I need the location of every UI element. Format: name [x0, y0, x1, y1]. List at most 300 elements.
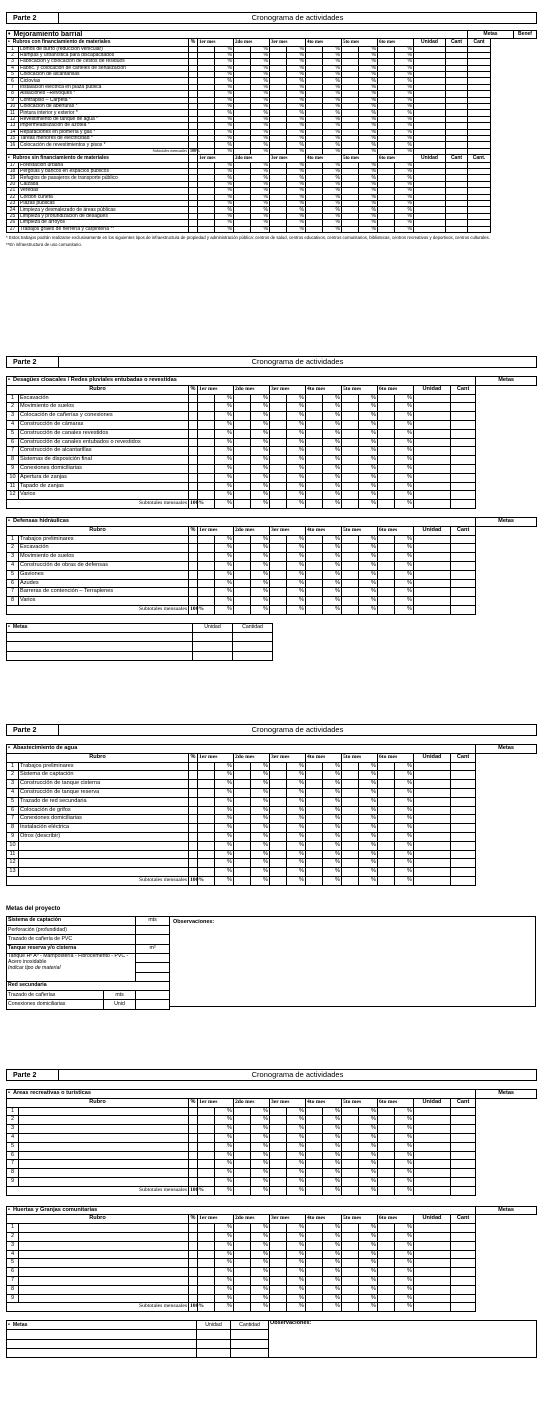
pct-cell[interactable]: [189, 429, 198, 438]
meta-cell[interactable]: [414, 797, 451, 806]
month-cell[interactable]: [234, 1177, 251, 1186]
month-cell[interactable]: [306, 570, 323, 579]
month-cell[interactable]: [270, 762, 287, 771]
month-cell[interactable]: [378, 1276, 395, 1285]
month-cell[interactable]: [198, 868, 215, 877]
meta-cell[interactable]: [414, 815, 451, 824]
meta-cell[interactable]: [451, 473, 476, 482]
month-cell[interactable]: [234, 1142, 251, 1151]
month-cell[interactable]: [306, 1303, 323, 1312]
month-cell[interactable]: [234, 771, 251, 780]
pct-cell[interactable]: [189, 420, 198, 429]
meta-cell[interactable]: [451, 1160, 476, 1169]
month-cell[interactable]: [198, 1142, 215, 1151]
meta-cell[interactable]: [414, 1294, 451, 1303]
month-cell[interactable]: [378, 561, 395, 570]
month-cell[interactable]: [342, 447, 359, 456]
month-cell[interactable]: [234, 1268, 251, 1277]
month-cell[interactable]: [306, 491, 323, 500]
pct-cell[interactable]: [189, 868, 198, 877]
month-cell[interactable]: [306, 1241, 323, 1250]
month-cell[interactable]: [342, 1224, 359, 1233]
month-cell[interactable]: [342, 1285, 359, 1294]
month-cell[interactable]: [234, 859, 251, 868]
meta-cell[interactable]: [451, 824, 476, 833]
month-cell[interactable]: [306, 1151, 323, 1160]
month-cell[interactable]: [378, 1241, 395, 1250]
month-cell[interactable]: [234, 1169, 251, 1178]
pct-cell[interactable]: [189, 824, 198, 833]
month-cell[interactable]: [306, 561, 323, 570]
month-cell[interactable]: [342, 1250, 359, 1259]
month-cell[interactable]: [198, 815, 215, 824]
pct-cell[interactable]: [189, 1151, 198, 1160]
month-cell[interactable]: [342, 491, 359, 500]
meta-cell[interactable]: [414, 832, 451, 841]
month-cell[interactable]: [270, 579, 287, 588]
meta-cell[interactable]: [451, 412, 476, 421]
month-cell[interactable]: [306, 1125, 323, 1134]
meta-cell[interactable]: [451, 482, 476, 491]
meta-cell[interactable]: [451, 1151, 476, 1160]
month-cell[interactable]: [342, 1169, 359, 1178]
metas-cell[interactable]: [7, 1330, 197, 1339]
month-cell[interactable]: [234, 394, 251, 403]
month-cell[interactable]: [270, 850, 287, 859]
meta-cell[interactable]: [451, 438, 476, 447]
month-cell[interactable]: [270, 1294, 287, 1303]
month-cell[interactable]: [306, 429, 323, 438]
month-cell[interactable]: [270, 1232, 287, 1241]
month-cell[interactable]: [378, 605, 395, 614]
month-cell[interactable]: [234, 535, 251, 544]
meta-cell[interactable]: [451, 1250, 476, 1259]
meta-cell[interactable]: [451, 771, 476, 780]
month-cell[interactable]: [378, 1259, 395, 1268]
observaciones-box[interactable]: [269, 1321, 537, 1358]
month-cell[interactable]: [378, 1116, 395, 1125]
metas-cell[interactable]: [7, 642, 193, 651]
month-cell[interactable]: [342, 1133, 359, 1142]
month-cell[interactable]: [234, 473, 251, 482]
month-cell[interactable]: [234, 788, 251, 797]
pct-cell[interactable]: [189, 597, 198, 606]
pct-cell[interactable]: [189, 1241, 198, 1250]
month-cell[interactable]: [198, 1285, 215, 1294]
month-cell[interactable]: [270, 597, 287, 606]
month-cell[interactable]: [198, 797, 215, 806]
month-cell[interactable]: [270, 535, 287, 544]
meta-cell[interactable]: [414, 1232, 451, 1241]
month-cell[interactable]: [306, 1160, 323, 1169]
month-cell[interactable]: [306, 605, 323, 614]
month-cell[interactable]: [306, 579, 323, 588]
month-cell[interactable]: [234, 797, 251, 806]
month-cell[interactable]: [234, 1259, 251, 1268]
month-cell[interactable]: [270, 1259, 287, 1268]
meta-cell[interactable]: [451, 1177, 476, 1186]
meta-cell[interactable]: [414, 429, 451, 438]
pct-cell[interactable]: [189, 403, 198, 412]
month-cell[interactable]: [378, 403, 395, 412]
month-cell[interactable]: [342, 561, 359, 570]
month-cell[interactable]: [234, 464, 251, 473]
month-cell[interactable]: [306, 500, 323, 509]
month-cell[interactable]: [270, 464, 287, 473]
meta-cell[interactable]: [414, 588, 451, 597]
month-cell[interactable]: [234, 579, 251, 588]
month-cell[interactable]: [378, 535, 395, 544]
month-cell[interactable]: [306, 412, 323, 421]
month-cell[interactable]: [342, 1294, 359, 1303]
month-cell[interactable]: [378, 544, 395, 553]
month-cell[interactable]: [234, 806, 251, 815]
meta-cell[interactable]: [414, 226, 446, 232]
month-cell[interactable]: [306, 1294, 323, 1303]
month-cell[interactable]: [378, 456, 395, 465]
pct-cell[interactable]: [189, 1142, 198, 1151]
pct-cell[interactable]: [189, 570, 198, 579]
month-cell[interactable]: [198, 771, 215, 780]
meta-cell[interactable]: [451, 420, 476, 429]
observaciones-box[interactable]: [170, 916, 536, 1007]
month-cell[interactable]: [234, 438, 251, 447]
month-cell[interactable]: [306, 832, 323, 841]
month-cell[interactable]: [198, 1241, 215, 1250]
month-cell[interactable]: [198, 473, 215, 482]
metas-cell[interactable]: [7, 1339, 197, 1348]
month-cell[interactable]: [198, 420, 215, 429]
month-cell[interactable]: [378, 464, 395, 473]
pct-cell[interactable]: [189, 841, 198, 850]
month-cell[interactable]: [306, 762, 323, 771]
month-cell[interactable]: [234, 561, 251, 570]
meta-cell[interactable]: [451, 1224, 476, 1233]
meta-cell[interactable]: [451, 1241, 476, 1250]
pct-cell[interactable]: [189, 859, 198, 868]
month-cell[interactable]: [342, 859, 359, 868]
month-cell[interactable]: [198, 850, 215, 859]
metas-cell[interactable]: [7, 651, 193, 660]
month-cell[interactable]: [234, 1116, 251, 1125]
month-cell[interactable]: [378, 553, 395, 562]
month-cell[interactable]: [270, 824, 287, 833]
meta-cell[interactable]: [451, 1294, 476, 1303]
month-cell[interactable]: [378, 473, 395, 482]
month-cell[interactable]: [234, 500, 251, 509]
meta-cell[interactable]: [414, 1107, 451, 1116]
month-cell[interactable]: [198, 226, 215, 232]
month-cell[interactable]: [270, 1116, 287, 1125]
pct-cell[interactable]: [189, 1250, 198, 1259]
month-cell[interactable]: [342, 429, 359, 438]
month-cell[interactable]: [306, 535, 323, 544]
month-cell[interactable]: [378, 824, 395, 833]
month-cell[interactable]: [378, 438, 395, 447]
pct-cell[interactable]: [189, 1116, 198, 1125]
month-cell[interactable]: [342, 570, 359, 579]
meta-cell[interactable]: [414, 403, 451, 412]
meta-cell[interactable]: [451, 535, 476, 544]
month-cell[interactable]: [234, 1160, 251, 1169]
month-cell[interactable]: [342, 412, 359, 421]
meta-cell[interactable]: [414, 420, 451, 429]
month-cell[interactable]: [198, 841, 215, 850]
meta-cell[interactable]: [414, 1259, 451, 1268]
month-cell[interactable]: [270, 570, 287, 579]
pct-cell[interactable]: [189, 394, 198, 403]
meta-cell[interactable]: [451, 1116, 476, 1125]
month-cell[interactable]: [234, 1276, 251, 1285]
pct-cell[interactable]: [189, 1169, 198, 1178]
month-cell[interactable]: [270, 815, 287, 824]
month-cell[interactable]: [198, 588, 215, 597]
month-cell[interactable]: [306, 850, 323, 859]
month-cell[interactable]: [234, 1151, 251, 1160]
meta-cell[interactable]: [468, 226, 491, 232]
meta-cell[interactable]: [451, 544, 476, 553]
month-cell[interactable]: [306, 1133, 323, 1142]
month-cell[interactable]: [378, 1151, 395, 1160]
month-cell[interactable]: [306, 780, 323, 789]
month-cell[interactable]: [198, 824, 215, 833]
meta-cell[interactable]: [414, 1250, 451, 1259]
meta-cell[interactable]: [414, 570, 451, 579]
month-cell[interactable]: [342, 806, 359, 815]
month-cell[interactable]: [306, 1268, 323, 1277]
meta-cell[interactable]: [414, 850, 451, 859]
month-cell[interactable]: [198, 579, 215, 588]
month-cell[interactable]: [342, 394, 359, 403]
month-cell[interactable]: [198, 1224, 215, 1233]
month-cell[interactable]: [306, 1186, 323, 1195]
meta-cell[interactable]: [451, 797, 476, 806]
meta-cell[interactable]: [414, 1177, 451, 1186]
month-cell[interactable]: [198, 429, 215, 438]
month-cell[interactable]: [342, 456, 359, 465]
meta-cell[interactable]: [451, 464, 476, 473]
meta-cell[interactable]: [451, 1268, 476, 1277]
month-cell[interactable]: [342, 850, 359, 859]
month-cell[interactable]: [378, 1177, 395, 1186]
month-cell[interactable]: [378, 597, 395, 606]
meta-cell[interactable]: [414, 544, 451, 553]
month-cell[interactable]: [270, 806, 287, 815]
month-cell[interactable]: [306, 788, 323, 797]
pct-cell[interactable]: [189, 780, 198, 789]
meta-cell[interactable]: [451, 1133, 476, 1142]
month-cell[interactable]: [342, 1107, 359, 1116]
month-cell[interactable]: [234, 570, 251, 579]
month-cell[interactable]: [234, 1285, 251, 1294]
meta-cell[interactable]: [451, 429, 476, 438]
month-cell[interactable]: [198, 1107, 215, 1116]
month-cell[interactable]: [306, 1285, 323, 1294]
month-cell[interactable]: [342, 544, 359, 553]
pct-cell[interactable]: [189, 1285, 198, 1294]
pct-cell[interactable]: [189, 797, 198, 806]
meta-cell[interactable]: [414, 482, 451, 491]
month-cell[interactable]: [378, 1268, 395, 1277]
month-cell[interactable]: [270, 1224, 287, 1233]
pct-cell[interactable]: [189, 491, 198, 500]
month-cell[interactable]: [378, 394, 395, 403]
month-cell[interactable]: [198, 464, 215, 473]
month-cell[interactable]: [270, 456, 287, 465]
pct-cell[interactable]: [189, 806, 198, 815]
meta-cell[interactable]: [414, 597, 451, 606]
month-cell[interactable]: [378, 1250, 395, 1259]
meta-cell[interactable]: [414, 438, 451, 447]
month-cell[interactable]: [306, 588, 323, 597]
metas-cell[interactable]: [7, 1349, 197, 1358]
month-cell[interactable]: [198, 859, 215, 868]
month-cell[interactable]: [306, 815, 323, 824]
meta-cell[interactable]: [451, 491, 476, 500]
meta-cell[interactable]: [451, 1169, 476, 1178]
month-cell[interactable]: [198, 412, 215, 421]
month-cell[interactable]: [234, 1241, 251, 1250]
month-cell[interactable]: [306, 1169, 323, 1178]
pct-cell[interactable]: [189, 535, 198, 544]
pct-cell[interactable]: [189, 1294, 198, 1303]
month-cell[interactable]: [342, 797, 359, 806]
month-cell[interactable]: [342, 1186, 359, 1195]
month-cell[interactable]: [270, 412, 287, 421]
month-cell[interactable]: [270, 1142, 287, 1151]
month-cell[interactable]: [270, 500, 287, 509]
month-cell[interactable]: [378, 868, 395, 877]
month-cell[interactable]: [270, 605, 287, 614]
month-cell[interactable]: [198, 1151, 215, 1160]
month-cell[interactable]: [270, 841, 287, 850]
pct-cell[interactable]: [189, 815, 198, 824]
month-cell[interactable]: [342, 876, 359, 885]
meta-cell[interactable]: [451, 447, 476, 456]
month-cell[interactable]: [234, 868, 251, 877]
pct-cell[interactable]: [189, 771, 198, 780]
month-cell[interactable]: [198, 832, 215, 841]
month-cell[interactable]: [378, 1285, 395, 1294]
month-cell[interactable]: [234, 850, 251, 859]
month-cell[interactable]: [342, 482, 359, 491]
month-cell[interactable]: [234, 491, 251, 500]
month-cell[interactable]: [198, 535, 215, 544]
pct-cell[interactable]: [189, 482, 198, 491]
pct-cell[interactable]: [189, 1160, 198, 1169]
month-cell[interactable]: [342, 579, 359, 588]
month-cell[interactable]: [234, 1294, 251, 1303]
month-cell[interactable]: [270, 868, 287, 877]
month-cell[interactable]: [270, 226, 287, 232]
month-cell[interactable]: [342, 771, 359, 780]
month-cell[interactable]: [306, 447, 323, 456]
meta-cell[interactable]: [414, 561, 451, 570]
month-cell[interactable]: [234, 815, 251, 824]
month-cell[interactable]: [306, 859, 323, 868]
month-cell[interactable]: [342, 780, 359, 789]
month-cell[interactable]: [234, 1186, 251, 1195]
month-cell[interactable]: [342, 788, 359, 797]
month-cell[interactable]: [378, 429, 395, 438]
month-cell[interactable]: [198, 482, 215, 491]
pct-cell[interactable]: [189, 788, 198, 797]
month-cell[interactable]: [198, 780, 215, 789]
month-cell[interactable]: [306, 771, 323, 780]
month-cell[interactable]: [342, 464, 359, 473]
month-cell[interactable]: [306, 797, 323, 806]
month-cell[interactable]: [342, 226, 359, 232]
month-cell[interactable]: [234, 482, 251, 491]
meta-cell[interactable]: [414, 447, 451, 456]
meta-cell[interactable]: [414, 394, 451, 403]
month-cell[interactable]: [234, 226, 251, 232]
month-cell[interactable]: [342, 420, 359, 429]
month-cell[interactable]: [270, 859, 287, 868]
meta-cell[interactable]: [451, 780, 476, 789]
meta-cell[interactable]: [414, 780, 451, 789]
meta-cell[interactable]: [451, 394, 476, 403]
month-cell[interactable]: [306, 553, 323, 562]
month-cell[interactable]: [342, 438, 359, 447]
month-cell[interactable]: [306, 1232, 323, 1241]
month-cell[interactable]: [378, 841, 395, 850]
meta-cell[interactable]: [414, 1268, 451, 1277]
meta-cell[interactable]: [414, 824, 451, 833]
month-cell[interactable]: [234, 588, 251, 597]
month-cell[interactable]: [306, 1142, 323, 1151]
month-cell[interactable]: [306, 597, 323, 606]
meta-cell[interactable]: [451, 561, 476, 570]
meta-cell[interactable]: [451, 762, 476, 771]
month-cell[interactable]: [306, 394, 323, 403]
month-cell[interactable]: [198, 491, 215, 500]
month-cell[interactable]: [270, 1268, 287, 1277]
month-cell[interactable]: [270, 1107, 287, 1116]
month-cell[interactable]: [342, 403, 359, 412]
meta-cell[interactable]: [414, 1142, 451, 1151]
month-cell[interactable]: [378, 762, 395, 771]
month-cell[interactable]: [234, 780, 251, 789]
month-cell[interactable]: [378, 579, 395, 588]
month-cell[interactable]: [270, 447, 287, 456]
month-cell[interactable]: [198, 544, 215, 553]
month-cell[interactable]: [198, 1116, 215, 1125]
pct-cell[interactable]: [189, 412, 198, 421]
meta-cell[interactable]: [451, 859, 476, 868]
month-cell[interactable]: [270, 403, 287, 412]
month-cell[interactable]: [342, 605, 359, 614]
month-cell[interactable]: [342, 1241, 359, 1250]
meta-cell[interactable]: [414, 1241, 451, 1250]
month-cell[interactable]: [378, 815, 395, 824]
meta-cell[interactable]: [414, 771, 451, 780]
meta-cell[interactable]: [451, 832, 476, 841]
pct-cell[interactable]: [189, 438, 198, 447]
month-cell[interactable]: [378, 797, 395, 806]
pct-cell[interactable]: [189, 464, 198, 473]
month-cell[interactable]: [378, 780, 395, 789]
month-cell[interactable]: [342, 1151, 359, 1160]
month-cell[interactable]: [378, 1169, 395, 1178]
month-cell[interactable]: [342, 841, 359, 850]
pct-cell[interactable]: [189, 473, 198, 482]
month-cell[interactable]: [378, 447, 395, 456]
month-cell[interactable]: [198, 1177, 215, 1186]
pct-cell[interactable]: [189, 456, 198, 465]
month-cell[interactable]: [198, 561, 215, 570]
month-cell[interactable]: [378, 1142, 395, 1151]
